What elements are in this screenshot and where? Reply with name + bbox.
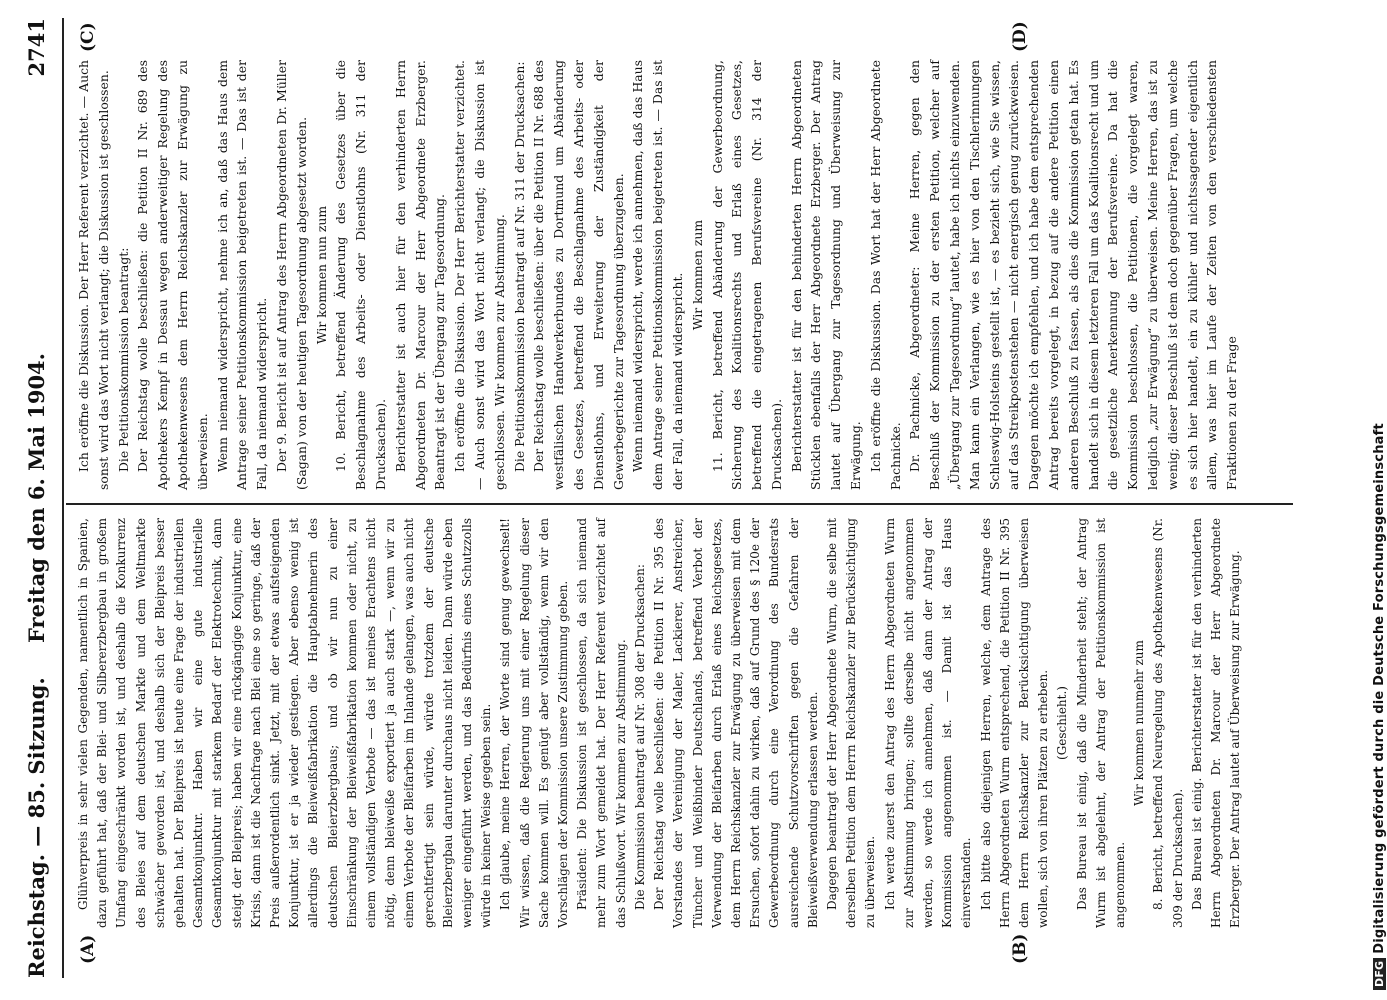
paragraph: Ich werde zuerst den Antrag des Herrn Abgeordneten Wurm zur Abstimmung bringen; sollte derselbe nicht angenommen werden, so werde ich annehmen, daß dann der Antrag der Kommission angenommen ist. — Damit ist das Haus einverstanden. [882, 518, 974, 928]
column-divider [66, 503, 1293, 505]
left-column [74, 518, 1245, 928]
paragraph: Glühverpreis in sehr vielen Gegenden, namentlich in Spanien, dazu geführt hat, daß der Blei- und Silbererzbergbau in großem Umfang eingeschränkt worden ist, und deshalb die Konkurrenz des Bleies auf dem deutschen Markte und dem Weltmarkte schwächer geworden ist, und deshalb sich der Bleipreis besser gehalten hat. Der Bleipreis ist heute eine Frage der industriellen Gesamtkonjunktur. Haben wir eine gute industrielle Gesamtkonjunktur mit starkem Bedarf der Elektrotechnik, dann steigt der Bleipreis; haben wir eine rückgängige Konjunktur, eine Krisis, dann ist die Nachfrage nach Blei eine so geringe, daß der Preis außerordentlich sinkt. Jetzt, mit der etwas aufsteigenden Konjunktur, ist er ja wieder gestiegen. Aber ebenso wenig ist allerdings die Bleiweißfabrikation die Hauptabnehmerin des deutschen Bleierzbergbaus; und ob wir nun zu einer Einschränkung der Bleiweißfabrikation kommen oder nicht, zu einem vollständigen Verbote — das ist meines Erachtens nicht nötig, denn bleiweiße exportiert ja auch stark —, wenn wir zu einem Verbote der Bleifarben im Inlande gelangen, was auch nicht gerechtfertigt sein würde, würde trotzdem der deutsche Bleierzbergbau darunter durchaus nicht leiden. Dann würde eben weniger eingeführt werden, und das Bedürfnis eines Schutzzolls würde in keiner Weise gegeben sein. [76, 518, 494, 928]
header-session: Reichstag. — 85. Sitzung. [24, 677, 49, 978]
digitization-credit [1372, 423, 1387, 990]
paragraph: Das Bureau ist einig. Berichterstatter ist für den verhinderten Herrn Abgeordneten Dr. Marcour der Herr Abgeordnete Erzberger. Der Antrag lautet auf Überweisung zur Erwägung. [1189, 518, 1243, 928]
margin-marker-b: (B) [1010, 933, 1030, 964]
paragraph: Ich eröffne die Diskussion. Der Herr Referent verzichtet. — Auch sonst wird das Wort nicht verlangt; die Diskussion ist geschlossen. [76, 60, 111, 490]
paragraph: Das Bureau ist einig, daß die Minderheit steht; der Antrag Wurm ist abgelehnt, der Antrag der Petitionskommission ist angenommen. [1074, 518, 1127, 928]
paragraph: Berichterstatter ist auch hier für den verhinderten Herrn Abgeordneten Dr. Marcour der Herr Abgeordnete Erzberger. Beantragt ist der Übergang zur Tagesordnung. [392, 60, 448, 490]
paragraph: Der Reichstag wolle beschließen: die Petition II Nr. 395 des Vorstandes der Vereinigung der Maler, Lackierer, Anstreicher, Tüncher und Weißbinder Deutschlands, betreffend Verbot der Verwendung der Bleifarben durch Erlaß eines Reichsgesetzes, dem Herrn Reichskanzler zur Erwägung zu überweisen mit dem Ersuchen, sofort dahin zu wirken, daß auf Grund des § 120e der Gewerbeordnung durch eine Verordnung des Bundesrats ausreichende Schutzvorschriften gegen die Gefahren der Bleiweißverwendung erlassen werden. [652, 518, 820, 928]
margin-marker-d: (D) [1010, 21, 1030, 52]
paragraph: 10. Bericht, betreffend Änderung des Gesetzes über die Beschlagnahme des Arbeits- oder Dienstlohns (Nr. 311 der Drucksachen). [333, 60, 388, 490]
dfg-logo-icon: DFG [1373, 958, 1386, 990]
paragraph: Die Kommission beantragt auf Nr. 308 der Drucksachen: [632, 564, 647, 910]
paragraph: Wenn niemand widerspricht, werde ich annehmen, daß das Haus dem Antrage seiner Petitionskommission beigetreten ist. — Das ist der Fall, da niemand widerspricht. [630, 60, 685, 490]
paragraph: 11. Bericht, betreffend Abänderung der Gewerbeordnung, Sicherung des Koalitionsrechts und Erlaß eines Gesetzes, betreffend die eingetragenen Berufsvereine (Nr. 314 der Drucksachen). [709, 60, 784, 490]
paragraph: Der Reichstag wolle beschließen: die Petition II Nr. 689 des Apothekers Kempf in Dessau wegen anderweitiger Regelung des Apothekenwesens dem Herrn Reichskanzler zur Erwägung zu überweisen. [135, 60, 210, 490]
header-date: Freitag den 6. Mai 1904. [24, 353, 49, 644]
paragraph: Die Petitionskommission beantragt auf Nr. 311 der Drucksachen: [511, 61, 527, 472]
paragraph: Dagegen beantragt der Herr Abgeordnete Wurm, die selbe mit derselben Petition dem Herrn Reichskanzler zur Berücksichtigung zu überweisen. [824, 518, 878, 928]
paragraph: Wenn niemand widerspricht, nehme ich an, daß das Haus dem Antrage seiner Petitionskommission beigetreten ist. — Das ist der Fall, da niemand widerspricht. [214, 60, 270, 490]
paragraph: Berichterstatter ist für den behinderten Herrn Abgeordneten Stücklen ebenfalls der Herr Abgeordnete Erzberger. Der Antrag lautet auf Übergang zur Tagesordnung und Überweisung zur Erwägung. [788, 60, 864, 490]
paragraph: Wir kommen zum [689, 219, 705, 331]
paragraph: Ich glaube, meine Herren, der Worte sind genug gewechselt! Wir wissen, daß die Regierung uns mit einer Regelung dieser Sache kommen will. Es genügt aber vollständig, wenn wir den Vorschlägen der Kommission unsere Zustimmung geben. [498, 518, 571, 928]
paragraph: Dr. Pachnicke, Abgeordneter: Meine Herren, gegen den Beschluß der Kommission zu der ersten Petition, welcher auf „Übergang zur Tagesordnung“ lautet, habe ich nichts einzuwenden. Man kann ein Verlangen, wie es hier von den Tischlerinnungen Schleswig-Holsteins gestellt ist, — es bezieht sich, wie Sie wissen, auf das Streikpostenstehen — nicht energisch genug zurückweisen. Dagegen möchte ich empfehlen, und ich habe dem entsprechenden Antrag bereits vorgelegt, in bezug auf die andere Petition einen anderen Beschluß zu fassen, als dies die Kommission getan hat. Es handelt sich in diesem letzteren Fall um das Koalitionsrecht und um die gesetzliche Anerkennung der Berufsvereine. Da hat die Kommission beschlossen, die Petitionen, die vorgelegt waren, lediglich „zur Erwägung“ zu überweisen. Meine Herren, das ist zu wenig; dieser Beschluß ist dem doch gegenüber Fragen, um welche es sich hier handelt, ein zu kühler und nichtssagender eigentlich allem, was hier im Laufe der Zeiten von den verschiedensten Fraktionen zu der Frage [907, 60, 1240, 490]
header-page-number: 2741 [24, 18, 49, 77]
paragraph: (Geschieht.) [1055, 686, 1070, 760]
paragraph: Präsident: Die Diskussion ist geschlossen, da sich niemand mehr zum Wort gemeldet hat. Der Herr Referent verzichtet auf das Schlußwort. Wir kommen zur Abstimmung. [575, 518, 628, 928]
paragraph: Der Reichstag wolle beschließen: über die Petition II Nr. 688 des westfälischen Handwerkerbundes zu Dortmund um Abänderung des Gesetzes, betreffend die Beschlagnahme des Arbeits- oder Dienstlohns, und Erweiterung der Zuständigkeit der Gewerbegerichte zur Tagesordnung überzugehen. [531, 60, 626, 490]
right-column [74, 60, 1242, 490]
paragraph: Die Petitionskommission beantragt: [115, 247, 131, 472]
paragraph: Wir kommen nunmehr zum [1132, 640, 1147, 806]
paragraph: Ich eröffne die Diskussion. Der Herr Berichterstatter verzichtet. — Auch sonst wird das Wort nicht verlangt; die Diskussion ist geschlossen. Wir kommen zur Abstimmung. [452, 60, 507, 490]
paragraph: 8. Bericht, betreffend Neuregelung des Apothekenwesens (Nr. 309 der Drucksachen). [1151, 518, 1185, 928]
paragraph: Wir kommen nun zum [313, 205, 329, 345]
margin-marker-a: (A) [78, 934, 98, 964]
paragraph: Ich bitte also diejenigen Herren, welche, dem Antrage des Herrn Abgeordneten Wurm entsprechend, die Petition II Nr. 395 dem Herrn Reichskanzler zur Berücksichtigung überweisen wollen, sich von ihren Plätzen zu erheben. [978, 518, 1051, 928]
margin-marker-c: (C) [78, 22, 98, 52]
paragraph: Ich eröffne die Diskussion. Das Wort hat der Herr Abgeordnete Pachnicke. [867, 60, 903, 490]
header-rule [62, 18, 64, 978]
paragraph: Der 9. Bericht ist auf Antrag des Herrn Abgeordneten Dr. Müller (Sagan) von der heutigen Tagesordnung abgesetzt worden. [273, 60, 309, 490]
credit-text: Digitalisierung gefördert durch die Deutsche Forschungsgemeinschaft [1372, 423, 1387, 954]
page-header [14, 18, 54, 978]
